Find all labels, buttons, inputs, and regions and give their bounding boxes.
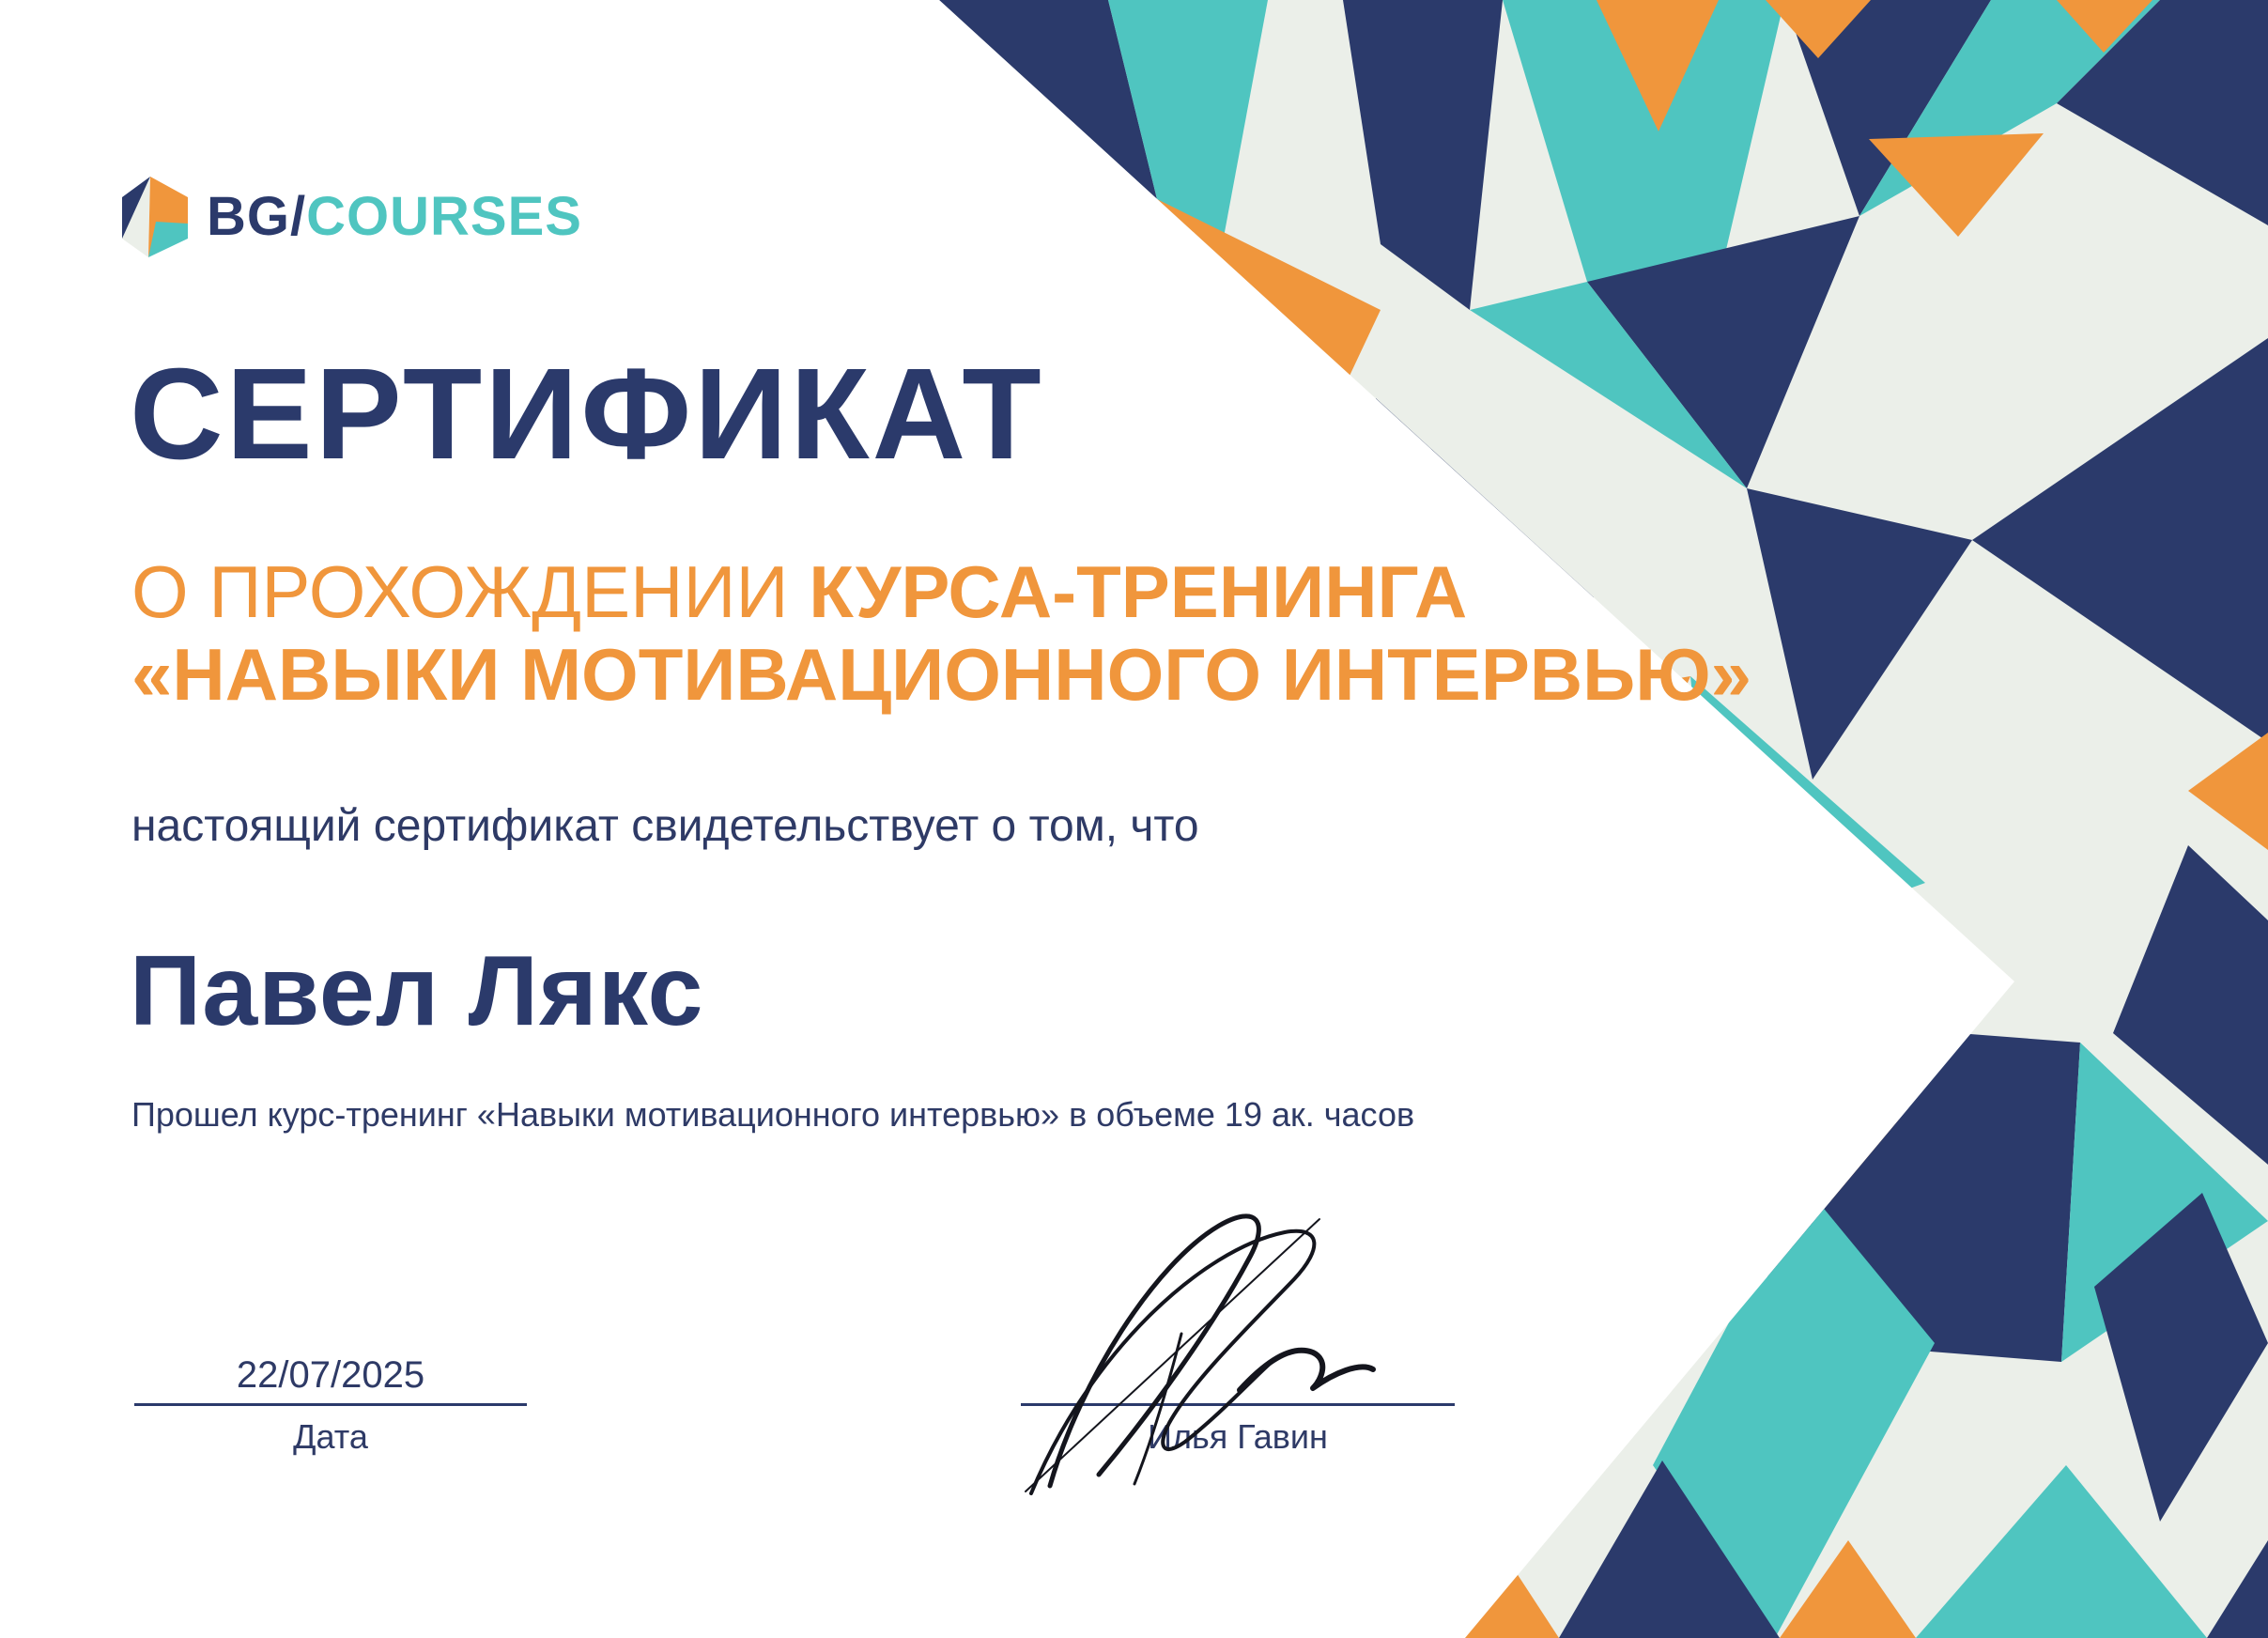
- brand-name-secondary: COURSES: [306, 186, 582, 247]
- brand-logo: [120, 175, 582, 259]
- brand-name: [207, 186, 582, 247]
- subtitle-line1: [131, 550, 1751, 633]
- certificate-statement: настоящий сертификат свидетельствует о том, что: [131, 801, 1199, 851]
- recipient-name: Павел Лякс: [130, 935, 704, 1046]
- course-detail: Прошел курс-тренинг «Навыки мотивационного интервью» в объеме 19 ак. часов: [131, 1095, 1415, 1134]
- subtitle-line1-prefix: О ПРОХОЖДЕНИИ: [131, 550, 810, 633]
- date-label: Дата: [293, 1417, 368, 1456]
- date-block: [134, 1352, 527, 1457]
- certificate-subtitle: [131, 550, 1751, 716]
- subtitle-line2: «НАВЫКИ МОТИВАЦИОННОГО ИНТЕРВЬЮ»: [131, 633, 1752, 717]
- subtitle-line1-bold: КУРСА-ТРЕНИНГА: [809, 550, 1468, 633]
- handwritten-signature-icon: [995, 1193, 1399, 1503]
- signer-name: Илья Гавин: [1148, 1417, 1328, 1456]
- brand-name-slash: /: [290, 186, 307, 247]
- hexagon-logo-icon: [120, 175, 190, 259]
- date-rule: [134, 1403, 527, 1406]
- date-value: 22/07/2025: [236, 1354, 425, 1396]
- certificate-title: СЕРТИФИКАТ: [130, 342, 1044, 487]
- brand-name-primary: BG: [207, 186, 290, 247]
